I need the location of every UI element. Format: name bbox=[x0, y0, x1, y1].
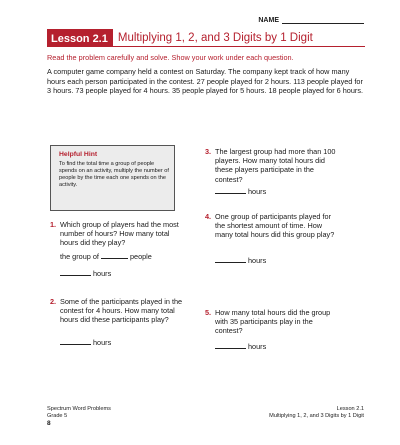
question-1 bbox=[50, 220, 185, 248]
question-number: 5. bbox=[205, 308, 212, 317]
lesson-title: Multiplying 1, 2, and 3 Digits by 1 Digit bbox=[117, 31, 313, 44]
answer-suffix: hours bbox=[248, 342, 267, 351]
question-text: The largest group had more than 100 players. How many total hours did these players participate in the contest? bbox=[215, 147, 336, 184]
question-1-hours-answer bbox=[60, 269, 111, 278]
page-number: 8 bbox=[47, 420, 51, 427]
question-3 bbox=[205, 147, 340, 184]
group-prefix: the group of bbox=[60, 252, 99, 261]
footer-lesson: Lesson 2.1 bbox=[336, 406, 364, 412]
lesson-title-bar bbox=[47, 29, 365, 47]
question-2-answer bbox=[60, 338, 111, 347]
name-field bbox=[258, 16, 364, 24]
instructions: Read the problem carefully and solve. Show your work under each question. bbox=[47, 53, 294, 62]
question-5-answer bbox=[215, 342, 266, 351]
question-number: 1. bbox=[50, 220, 57, 229]
answer-blank[interactable] bbox=[215, 342, 246, 349]
answer-suffix: hours bbox=[93, 338, 112, 347]
question-1-group-answer bbox=[60, 252, 152, 261]
answer-blank[interactable] bbox=[215, 256, 246, 263]
question-text: One group of participants played for the shortest amount of time. How many total hours did this group play? bbox=[215, 212, 335, 240]
question-text: Which group of players had the most number of hours? How many total hours did they play? bbox=[60, 220, 179, 248]
answer-blank[interactable] bbox=[60, 269, 91, 276]
answer-suffix: hours bbox=[248, 187, 267, 196]
footer-right bbox=[269, 406, 364, 420]
answer-suffix: hours bbox=[93, 269, 112, 278]
question-number: 3. bbox=[205, 147, 212, 156]
name-line[interactable] bbox=[282, 16, 364, 24]
footer-grade: Grade 5 bbox=[47, 413, 68, 419]
name-label: NAME bbox=[258, 17, 279, 24]
footer-lesson-title: Multiplying 1, 2, and 3 Digits by 1 Digit bbox=[269, 413, 364, 419]
intro-paragraph: A computer game company held a contest on Saturday. The company kept track of how many hours each person participated in the contest. 27 people played for 2 hours. 113 people played for 3 hours. 73 people played for 4 hours. 35 people played for 5 hours. 18 people played for 6 hours. bbox=[47, 67, 364, 96]
lesson-number: Lesson 2.1 bbox=[47, 29, 113, 46]
question-text: Some of the participants played in the contest for 4 hours. How many total hours did these participants play? bbox=[60, 297, 183, 325]
answer-suffix: hours bbox=[248, 256, 267, 265]
answer-blank[interactable] bbox=[215, 187, 246, 194]
question-4-answer bbox=[215, 256, 266, 265]
question-4 bbox=[205, 212, 340, 240]
question-number: 2. bbox=[50, 297, 57, 306]
group-blank[interactable] bbox=[101, 252, 128, 259]
footer-book-title: Spectrum Word Problems bbox=[47, 406, 111, 412]
hint-text: To find the total time a group of people spends on an activity, multiply the number of people by the time each one spends on the activity. bbox=[59, 161, 169, 188]
question-number: 4. bbox=[205, 212, 212, 221]
helpful-hint-box bbox=[50, 145, 175, 211]
question-text: How many total hours did the group with 35 participants play in the contest? bbox=[215, 308, 331, 336]
hint-title: Helpful Hint bbox=[59, 151, 98, 158]
group-suffix: people bbox=[129, 252, 152, 261]
answer-blank[interactable] bbox=[60, 338, 91, 345]
question-3-answer bbox=[215, 187, 266, 196]
question-5 bbox=[205, 308, 340, 336]
question-2 bbox=[50, 297, 185, 325]
footer-left bbox=[47, 406, 111, 420]
